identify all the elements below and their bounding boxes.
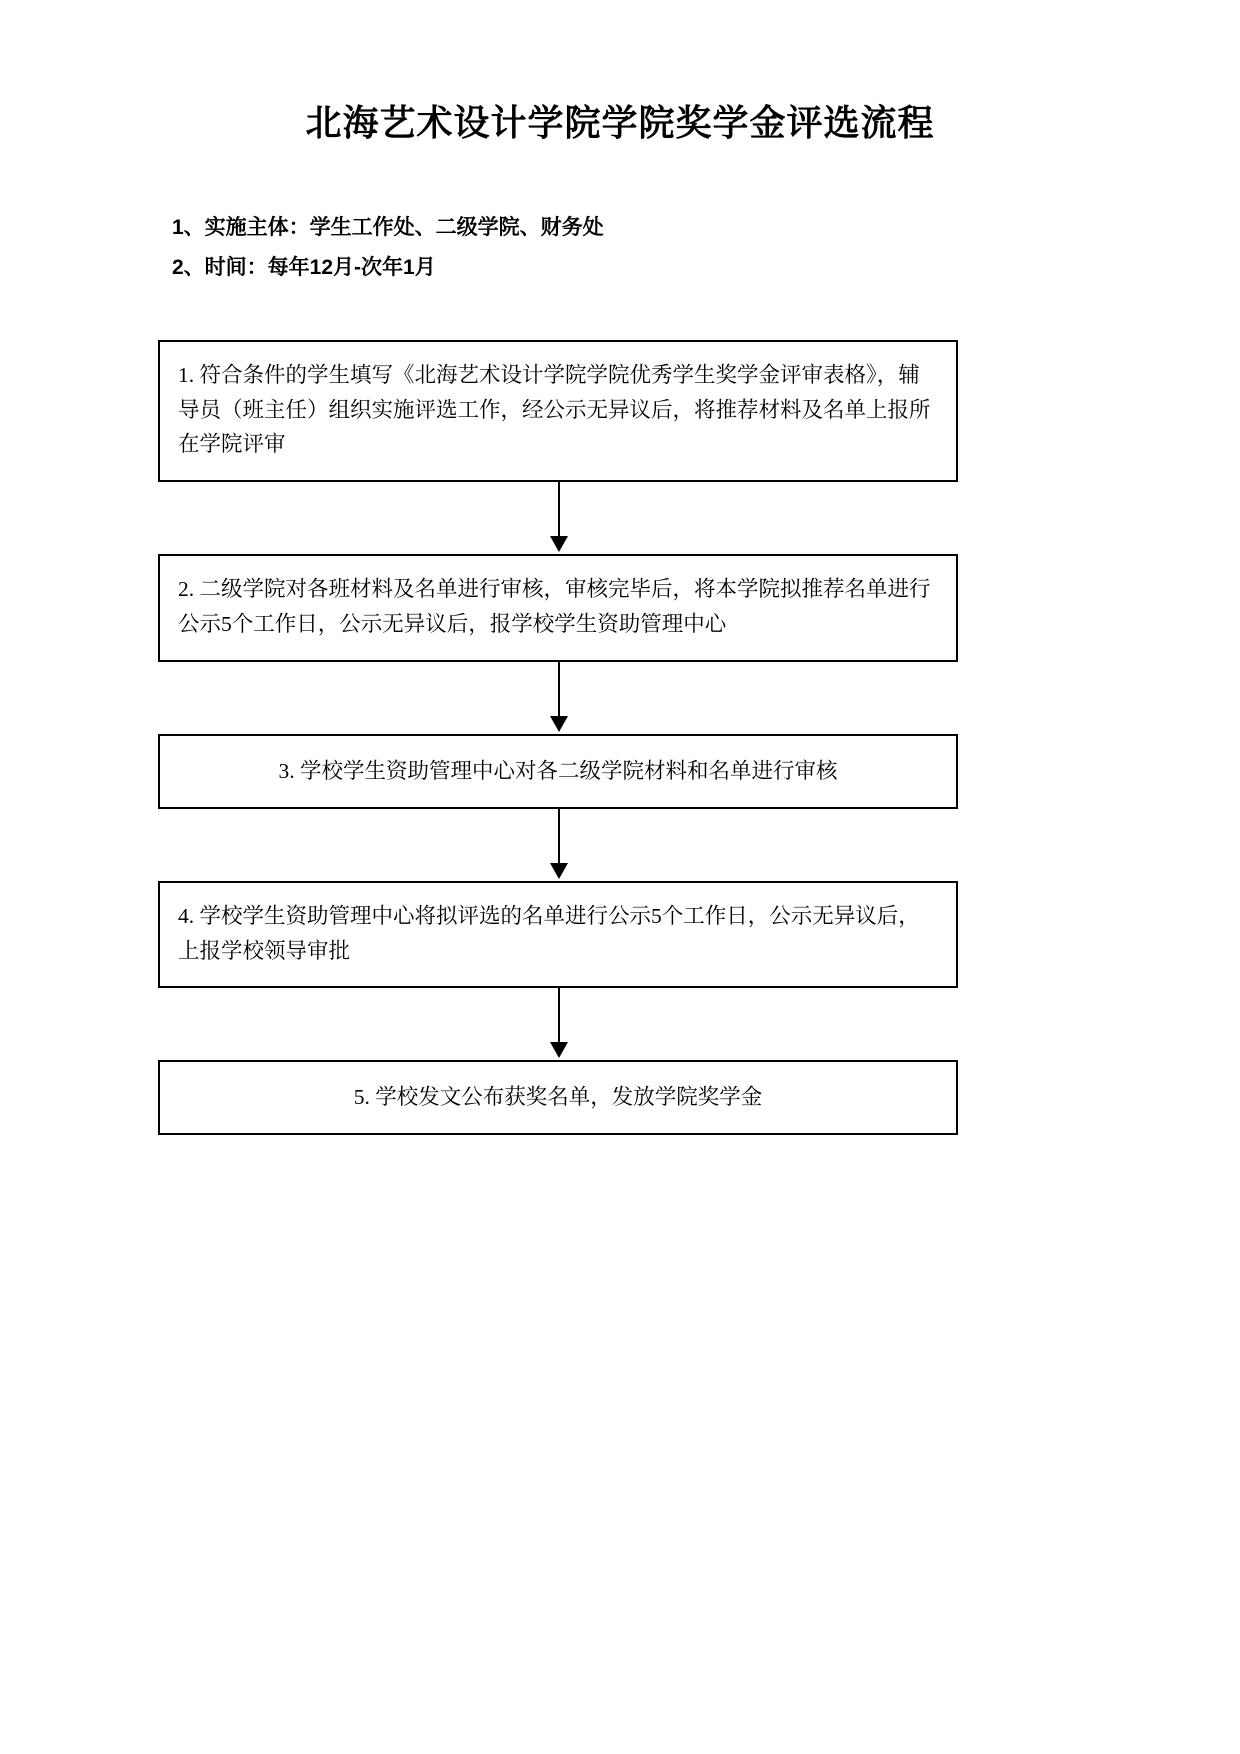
flow-connector-1	[158, 482, 958, 554]
arrow-line-icon	[558, 482, 560, 540]
document-meta	[0, 208, 1240, 288]
flowchart	[0, 340, 958, 1135]
arrow-head-icon	[550, 863, 568, 879]
flow-node-step-5: 5. 学校发文公布获奖名单，发放学院奖学金	[158, 1060, 958, 1135]
page-title: 北海艺术设计学院学院奖学金评选流程	[305, 102, 935, 143]
flow-node-step-2: 2. 二级学院对各班材料及名单进行审核，审核完毕后，将本学院拟推荐名单进行公示5个工作日，公示无异议后，报学校学生资助管理中心	[158, 554, 958, 662]
flow-connector-2	[158, 662, 958, 734]
flow-node-step-4: 4. 学校学生资助管理中心将拟评选的名单进行公示5个工作日，公示无异议后，上报学校领导审批	[158, 881, 958, 989]
flow-node-step-1: 1. 符合条件的学生填写《北海艺术设计学院学院优秀学生奖学金评审表格》，辅导员（班主任）组织实施评选工作，经公示无异议后，将推荐材料及名单上报所在学院评审	[158, 340, 958, 482]
arrow-line-icon	[558, 988, 560, 1046]
arrow-head-icon	[550, 1042, 568, 1058]
arrow-head-icon	[550, 716, 568, 732]
meta-line-implementer: 1、实施主体：学生工作处、二级学院、财务处	[172, 216, 604, 239]
meta-line-timeframe: 2、时间：每年12月-次年1月	[172, 255, 436, 279]
flow-connector-4	[158, 988, 958, 1060]
flow-connector-3	[158, 809, 958, 881]
arrow-line-icon	[558, 809, 560, 867]
flow-node-step-3: 3. 学校学生资助管理中心对各二级学院材料和名单进行审核	[158, 734, 958, 809]
arrow-head-icon	[550, 536, 568, 552]
arrow-line-icon	[558, 662, 560, 720]
